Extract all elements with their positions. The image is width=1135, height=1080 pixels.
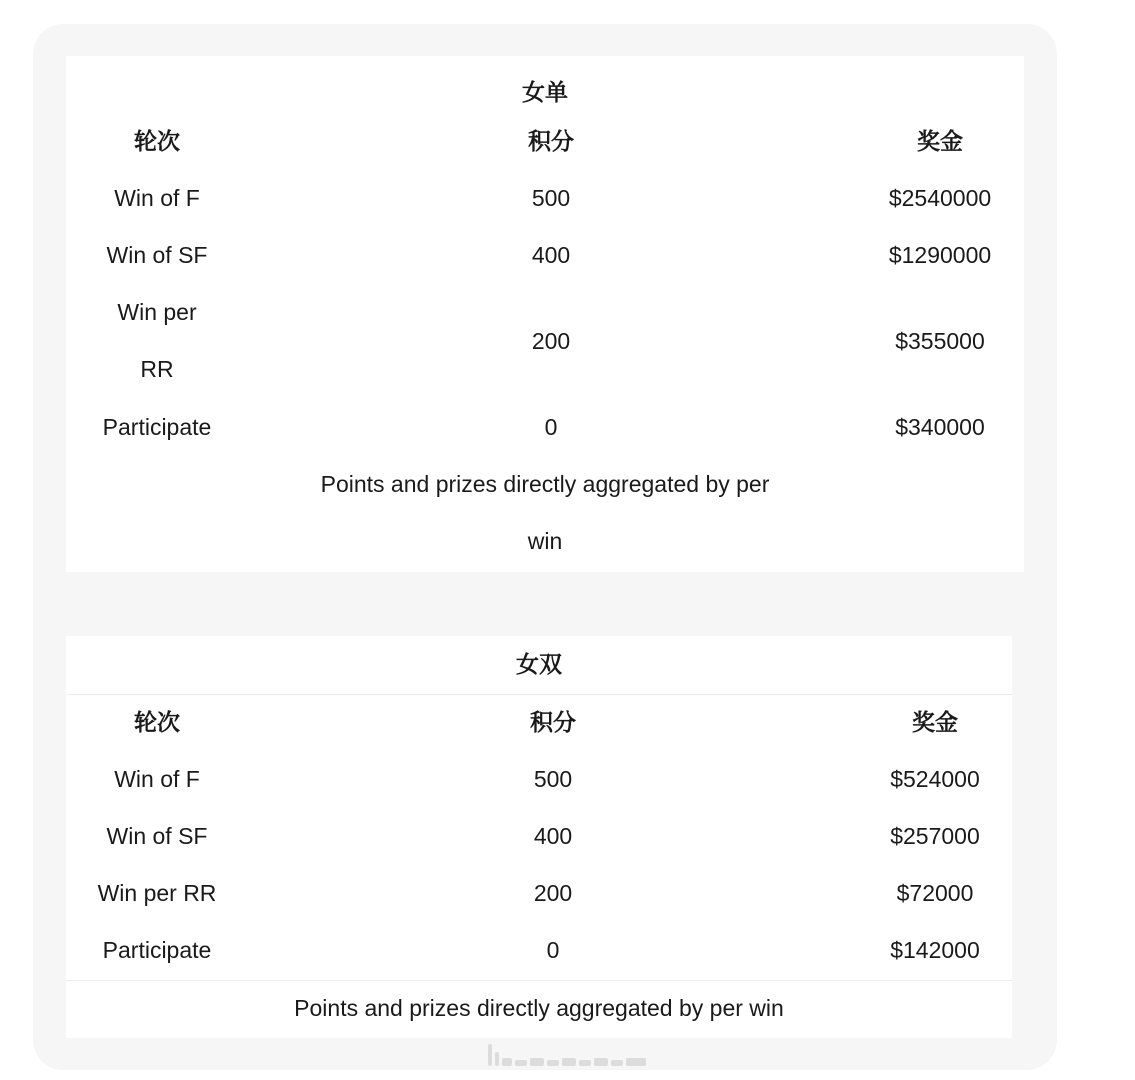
prize-cell: $142000 bbox=[890, 937, 980, 963]
table-row bbox=[66, 227, 1024, 284]
round-cell: Participate bbox=[102, 414, 212, 440]
header-prize: 奖金 bbox=[917, 128, 963, 154]
doubles-title: 女双 bbox=[516, 651, 562, 677]
round-cell-line2: RR bbox=[140, 356, 174, 382]
singles-table bbox=[66, 56, 1024, 572]
round-cell: Win of SF bbox=[106, 823, 208, 849]
points-cell: 200 bbox=[533, 880, 573, 906]
header-round: 轮次 bbox=[134, 128, 180, 154]
header-round: 轮次 bbox=[134, 709, 180, 735]
singles-header-row bbox=[66, 113, 1024, 170]
table-row bbox=[66, 170, 1024, 227]
round-cell: Win of F bbox=[114, 185, 200, 211]
table-row bbox=[66, 922, 1012, 979]
watermark bbox=[488, 1036, 654, 1066]
table-row bbox=[66, 399, 1024, 456]
singles-note-line2: win bbox=[527, 528, 563, 554]
prize-cell: $340000 bbox=[895, 414, 985, 440]
table-row bbox=[66, 751, 1012, 808]
singles-note-line1: Points and prizes directly aggregated by per bbox=[320, 471, 770, 497]
doubles-note: Points and prizes directly aggregated by per win bbox=[294, 995, 784, 1021]
round-cell-line1: Win per bbox=[117, 299, 197, 325]
table-row bbox=[66, 808, 1012, 865]
points-cell: 0 bbox=[544, 414, 558, 440]
points-cell: 200 bbox=[531, 328, 571, 354]
prize-cell: $355000 bbox=[895, 328, 985, 354]
doubles-table bbox=[66, 636, 1012, 1038]
table-row bbox=[66, 284, 1024, 398]
prize-cell: $1290000 bbox=[888, 242, 992, 268]
header-prize: 奖金 bbox=[912, 709, 958, 735]
header-points: 积分 bbox=[530, 709, 576, 735]
table-row bbox=[66, 865, 1012, 922]
points-cell: 400 bbox=[531, 242, 571, 268]
round-cell: Win per RR bbox=[97, 880, 217, 906]
round-cell: Participate bbox=[102, 937, 212, 963]
doubles-header-row bbox=[66, 694, 1012, 751]
points-cell: 500 bbox=[533, 766, 573, 792]
header-points: 积分 bbox=[528, 128, 574, 154]
prize-cell: $72000 bbox=[896, 880, 974, 906]
points-cell: 0 bbox=[546, 937, 560, 963]
points-cell: 500 bbox=[531, 185, 571, 211]
prize-cell: $2540000 bbox=[888, 185, 992, 211]
round-cell: Win of SF bbox=[106, 242, 208, 268]
prize-cell: $257000 bbox=[890, 823, 980, 849]
prize-cell: $524000 bbox=[890, 766, 980, 792]
points-cell: 400 bbox=[533, 823, 573, 849]
round-cell: Win of F bbox=[114, 766, 200, 792]
singles-title: 女单 bbox=[522, 79, 568, 105]
